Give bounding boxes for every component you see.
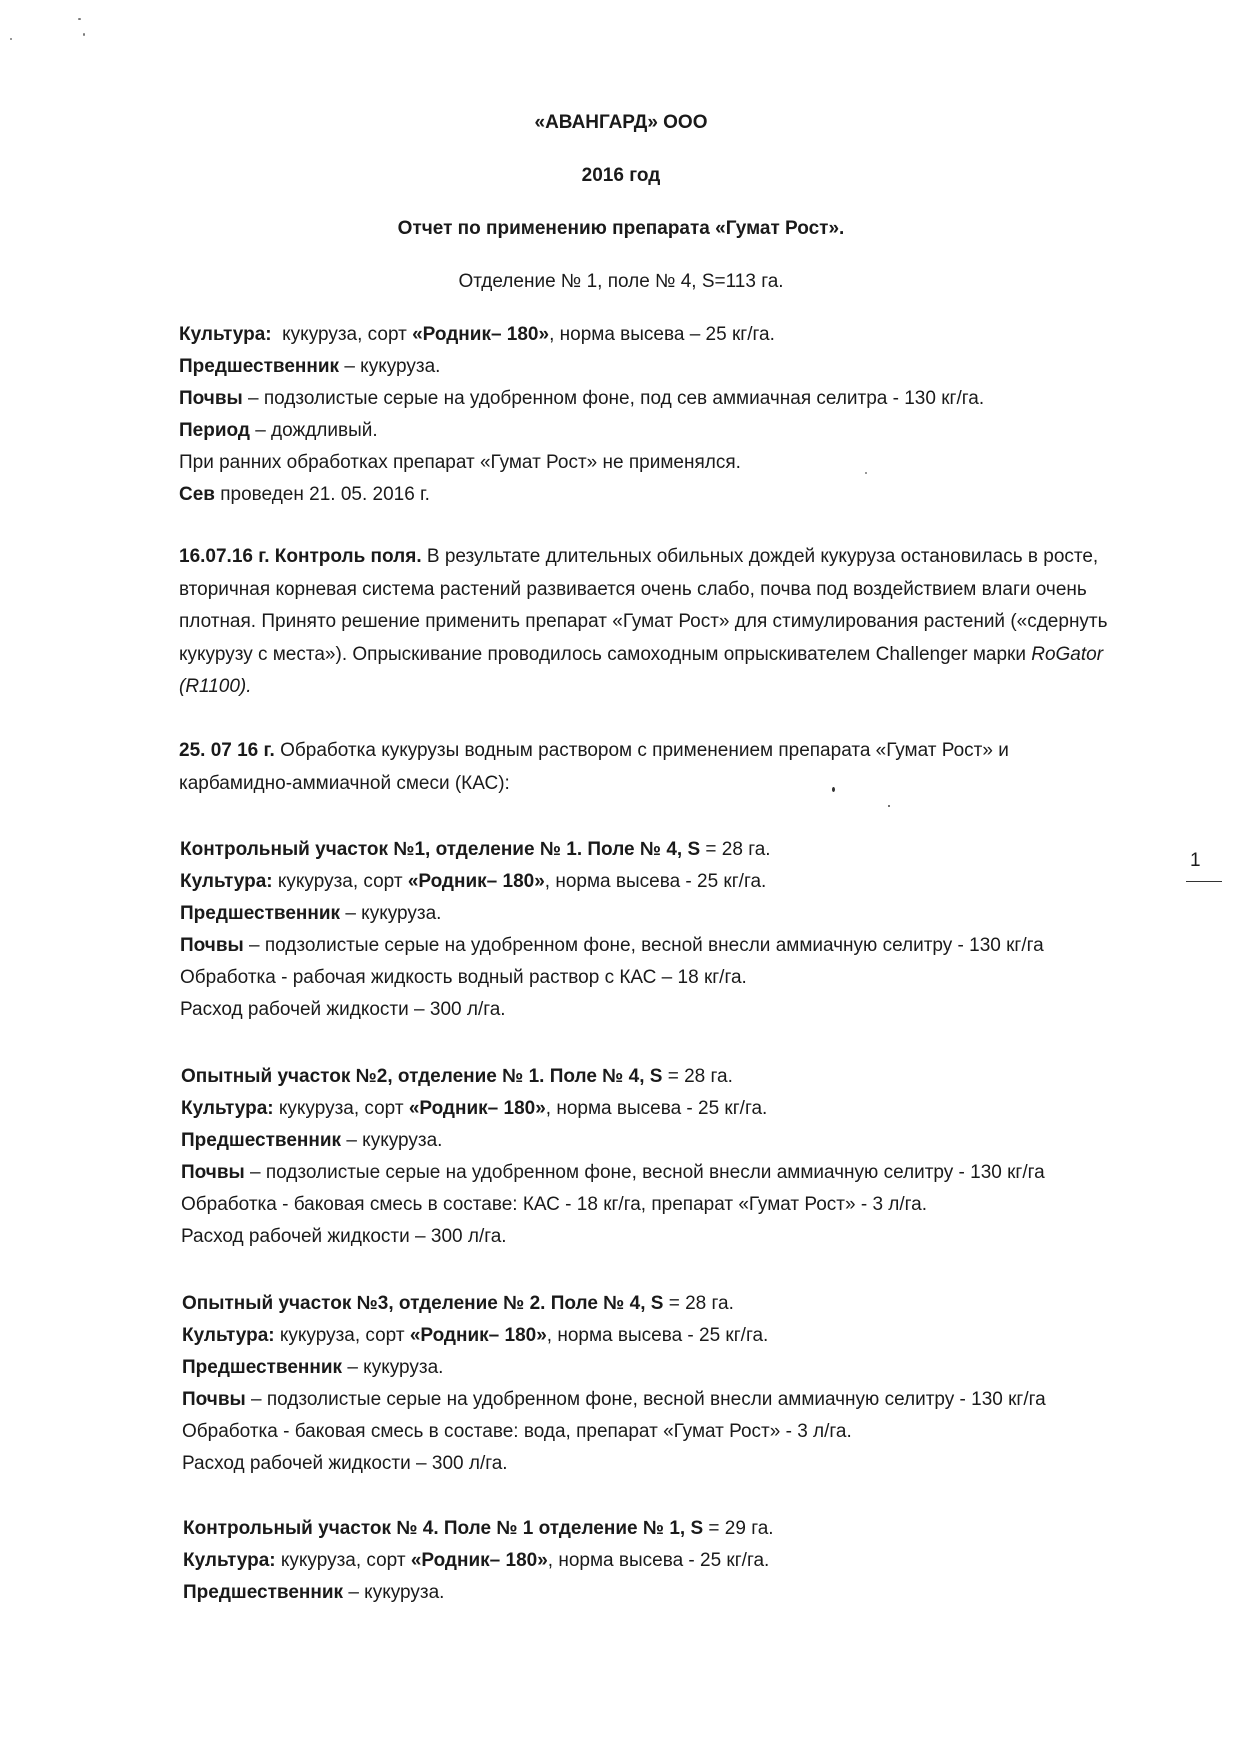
- plot-consumption: Расход рабочей жидкости – 300 л/га.: [182, 1453, 508, 1474]
- company-name: «АВАНГАРД» ООО: [534, 112, 708, 133]
- scan-speck: [865, 472, 867, 474]
- plot-consumption: Расход рабочей жидкости – 300 л/га.: [181, 1226, 507, 1247]
- sprayer-model: RoGator (R1100).: [179, 643, 1104, 697]
- plot-culture: Культура: кукуруза, сорт «Родник– 180», норма высева - 25 кг/га.: [183, 1550, 770, 1571]
- plot-treatment: Обработка - баковая смесь в составе: КАС - 18 кг/га, препарат «Гумат Рост» - 3 л/га.: [181, 1194, 928, 1215]
- page-number: 1: [1190, 850, 1201, 871]
- control-entry: 16.07.16 г. Контроль поля. В результате длительных обильных дождей кукуруза остановилась в росте, вторичная корневая система растений развивается очень слабо, почва под воздействием влаги очень плотная. Принято решение применить препарат «Гумат Рост» для стимулирования растений («сдернуть кукурузу с места»). Опрыскивание проводилось самоходным опрыскивателем Challenger марки RoGator (R1100).: [179, 546, 1108, 697]
- plot-treatment: Обработка - баковая смесь в составе: вода, препарат «Гумат Рост» - 3 л/га.: [182, 1421, 852, 1442]
- plot-soil: Почвы – подзолистые серые на удобренном фоне, весной внесли аммиачную селитру - 130 кг/га: [181, 1162, 1045, 1183]
- intro-period: Период – дождливый.: [179, 420, 378, 441]
- plot-heading: Контрольный участок №1, отделение № 1. Поле № 4, S = 28 га.: [180, 839, 771, 860]
- report-subtitle: Отделение № 1, поле № 4, S=113 га.: [458, 271, 784, 292]
- scan-speck: [83, 33, 85, 36]
- scan-speck: [10, 38, 12, 40]
- plot-soil: Почвы – подзолистые серые на удобренном фоне, весной внесли аммиачную селитру - 130 кг/га: [180, 935, 1044, 956]
- report-year: 2016 год: [581, 165, 661, 186]
- intro-predecessor: Предшественник – кукуруза.: [179, 356, 441, 377]
- treatment-entry: 25. 07 16 г. Обработка кукурузы водным раствором с применением препарата «Гумат Рост» и карбамидно-аммиачной смеси (КАС):: [179, 740, 1009, 794]
- plot-heading: Опытный участок №2, отделение № 1. Поле № 4, S = 28 га.: [181, 1066, 733, 1087]
- scan-speck: [888, 805, 890, 807]
- page-number-rule: [1186, 881, 1222, 882]
- plot-culture: Культура: кукуруза, сорт «Родник– 180», норма высева - 25 кг/га.: [180, 871, 767, 892]
- plot-predecessor: Предшественник – кукуруза.: [182, 1357, 444, 1378]
- report-title: Отчет по применению препарата «Гумат Рост».: [397, 218, 845, 239]
- intro-sowing: Сев проведен 21. 05. 2016 г.: [179, 484, 430, 505]
- culture-label: Культура:: [179, 324, 272, 345]
- plot-heading: Опытный участок №3, отделение № 2. Поле № 4, S = 28 га.: [182, 1293, 734, 1314]
- variety-name: «Родник– 180»: [412, 324, 550, 345]
- plot-predecessor: Предшественник – кукуруза.: [183, 1582, 445, 1603]
- plot-culture: Культура: кукуруза, сорт «Родник– 180», норма высева - 25 кг/га.: [181, 1098, 768, 1119]
- intro-early-treatment: При ранних обработках препарат «Гумат Рост» не применялся.: [179, 452, 741, 473]
- plot-predecessor: Предшественник – кукуруза.: [180, 903, 442, 924]
- intro-culture: Культура: кукуруза, сорт «Родник– 180», норма высева – 25 кг/га.: [179, 324, 775, 345]
- plot-consumption: Расход рабочей жидкости – 300 л/га.: [180, 999, 506, 1020]
- control-entry-date: 16.07.16 г. Контроль поля.: [179, 546, 422, 567]
- treatment-entry-date: 25. 07 16 г.: [179, 740, 275, 761]
- plot-predecessor: Предшественник – кукуруза.: [181, 1130, 443, 1151]
- plot-heading: Контрольный участок № 4. Поле № 1 отделение № 1, S = 29 га.: [183, 1518, 774, 1539]
- plot-treatment: Обработка - рабочая жидкость водный раствор с КАС – 18 кг/га.: [180, 967, 747, 988]
- plot-soil: Почвы – подзолистые серые на удобренном фоне, весной внесли аммиачную селитру - 130 кг/га: [182, 1389, 1046, 1410]
- intro-soil: Почвы – подзолистые серые на удобренном фоне, под сев аммиачная селитра - 130 кг/га.: [179, 388, 985, 409]
- plot-culture: Культура: кукуруза, сорт «Родник– 180», норма высева - 25 кг/га.: [182, 1325, 769, 1346]
- scan-speck: [78, 18, 81, 20]
